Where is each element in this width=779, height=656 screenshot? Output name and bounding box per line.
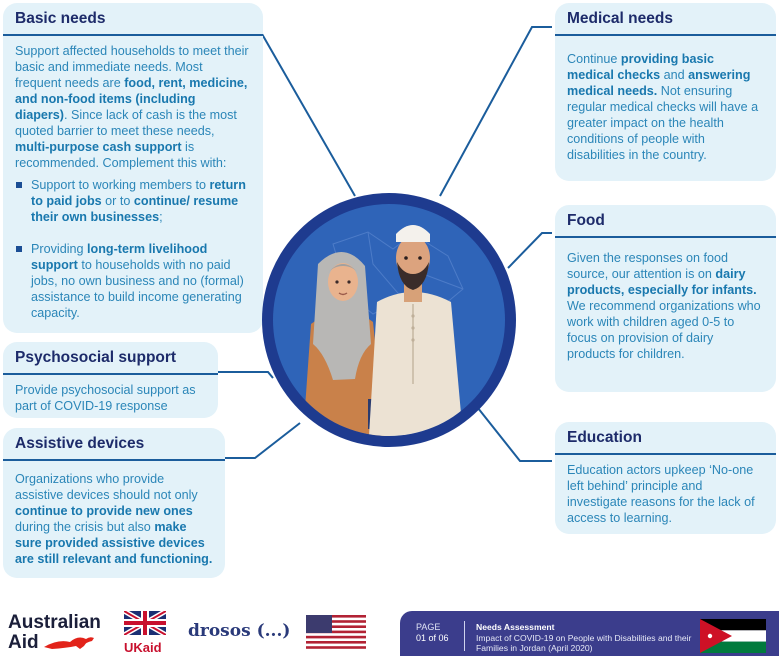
jordan-flag-icon	[700, 619, 766, 653]
footer-bar	[400, 611, 779, 656]
education-title: Education	[555, 422, 776, 455]
line-psychosocial	[215, 372, 273, 378]
bullet-square-icon	[16, 246, 22, 252]
basic-needs-title: Basic needs	[3, 3, 263, 36]
psychosocial-panel	[3, 342, 218, 418]
food-body: Given the responses on food source, our attention is on dairy products, especially for infants. We recommend organizations who work with children aged 0-5 to focus on provision of dairy products for children.	[567, 251, 761, 361]
ukaid-logo: UKaid	[124, 611, 170, 655]
education-body: Education actors upkeep ‘No-one left behind’ principle and investigate reasons for the lack of access to learning.	[567, 463, 755, 525]
medical-panel	[555, 3, 776, 181]
page-indicator: PAGE 01 of 06	[416, 622, 449, 643]
basic-needs-paragraph: Support affected households to meet their basic and immediate needs. Most frequent needs are food, rent, medicine, and non-food items (including diapers). Since lack of cash is the most quoted barrier to meet these needs, multi-purpose cash support is recommended. Complement this with:	[15, 44, 249, 170]
education-panel	[555, 422, 776, 534]
drosos-logo: drosos (...)	[188, 621, 291, 641]
assistive-body: Organizations who provide assistive devices should not only continue to provide new ones during the crisis but also make sure provided assistive devices are still relevant and functioning.	[15, 472, 213, 566]
usa-flag-icon	[306, 615, 366, 649]
food-title: Food	[555, 205, 776, 238]
footer-title: Needs Assessment	[476, 622, 555, 632]
line-assistive	[215, 423, 300, 458]
union-jack-icon	[124, 611, 166, 635]
people-illustration	[273, 204, 505, 436]
basic-needs-bullet-2: Providing long-term livelihood support to households with no paid jobs, no own business and no (formal) assistance to build income generating capacity.	[15, 241, 251, 321]
bullet-square-icon	[16, 182, 22, 188]
basic-needs-panel	[3, 3, 263, 333]
food-panel	[555, 205, 776, 392]
illustration-background	[273, 204, 505, 436]
basic-needs-bullet-1: Support to working members to return to paid jobs or to continue/ resume their own businesses;	[15, 177, 251, 225]
line-food	[508, 233, 552, 268]
man-figure	[369, 225, 463, 436]
medical-body: Continue providing basic medical checks and answering medical needs. Not ensuring regular medical checks will have a greater impact on the health conditions of people with disabilities in the country.	[567, 52, 759, 162]
psychosocial-body: Provide psychosocial support as part of COVID-19 response	[15, 383, 196, 413]
medical-title: Medical needs	[555, 3, 776, 36]
assistive-title: Assistive devices	[3, 428, 225, 461]
line-education	[470, 398, 552, 461]
australian-aid-logo: Australian Aid	[8, 613, 112, 653]
psychosocial-title: Psychosocial support	[3, 342, 218, 375]
kangaroo-icon	[42, 633, 104, 651]
assistive-panel	[3, 428, 225, 578]
footer-subtitle: Impact of COVID-19 on People with Disabilities and their Families in Jordan (April 2020)	[476, 632, 692, 653]
basic-needs-body	[15, 43, 251, 321]
footer-divider	[464, 621, 465, 651]
footer-title-block	[476, 622, 696, 654]
central-illustration	[262, 193, 516, 447]
line-medical-needs	[440, 27, 552, 196]
